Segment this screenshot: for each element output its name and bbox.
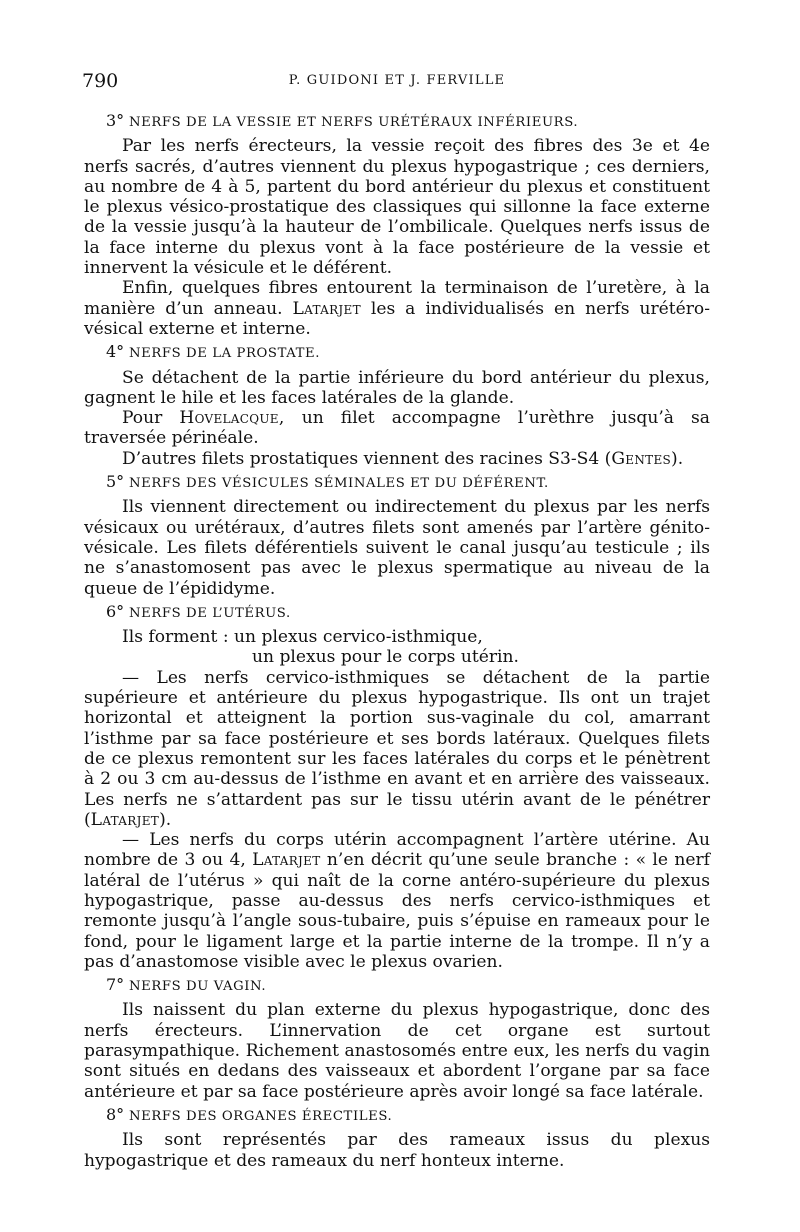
page-number: 790 [82, 70, 119, 92]
text-run: ). [671, 448, 684, 469]
text-run: les a individualisés en nerfs urétéro-vésical externe et interne. [84, 298, 710, 339]
section-title: NERFS DES ORGANES ÉRECTILES. [128, 1108, 393, 1124]
text-run: ). [159, 809, 172, 830]
text-run: Enfin, quelques fibres entourent la terminaison de l’uretère, à la manière d’un anneau. [84, 278, 710, 319]
text-run: Pour [122, 408, 163, 429]
page-body [84, 108, 710, 1171]
paragraph: Se détachent de la partie inférieure du bord antérieur du plexus, gagnent le hile et les faces latérales de la glande. [84, 367, 710, 408]
section-number: 4° [106, 342, 125, 362]
author-name: Latarjet [252, 850, 321, 871]
paragraph: Ils sont représentés par des rameaux issus du plexus hypogastrique et des rameaux du nerf honteux interne. [84, 1130, 710, 1171]
text-run: D’autres filets prostatiques viennent des racines S3-S4 ( [122, 448, 612, 469]
section-number: 8° [106, 1104, 125, 1124]
author-name: Hovelacque, [179, 408, 285, 429]
section-title: NERFS DE L’UTÉRUS. [128, 605, 291, 621]
text-run: n’en décrit qu’une seule branche : « le nerf latéral de l’utérus » qui naît de la corne antéro-supérieure du plexus hypogastrique, passe au-dessus des nerfs cervico-isthmiques et remonte jusqu’à l’angle sous-tubaire, puis s’épuise en rameaux pour le fond, pour le ligament large et la partie interne de la trompe. Il n’y a pas d’anastomose visible avec le plexus ovarien. [84, 850, 710, 972]
list-item: Ils forment : un plexus cervico-isthmique, [122, 627, 483, 648]
section-number: 3° [106, 111, 125, 130]
paragraph: Ils naissent du plan externe du plexus hypogastrique, donc des nerfs érecteurs. L’innervation de cet organe est surtout parasympathique. Richement anastosomés entre eux, les nerfs du vagin sont situés en dedans des vaisseaux et abordent l’organe par sa face antérieure et par sa face postérieure après avoir longé sa face latérale. [84, 1000, 710, 1102]
author-name: Gentes [611, 448, 672, 469]
section-title: NERFS DU VAGIN. [128, 979, 267, 995]
paragraph [84, 830, 710, 972]
author-name: Latarjet [90, 809, 160, 830]
section-number: 7° [106, 975, 125, 995]
section-number: 6° [106, 601, 125, 621]
section-heading-4 [106, 342, 710, 364]
list-item: un plexus pour le corps utérin. [252, 647, 519, 668]
author-name: Latarjet [292, 298, 361, 319]
text-run: — Les nerfs du corps utérin accompagnent l’artère utérine. Au nombre de 3 ou 4, [84, 830, 710, 871]
paragraph [84, 408, 710, 449]
section-title: NERFS DES VÉSICULES SÉMINALES ET DU DÉFÉRENT. [128, 476, 549, 492]
text-run: — Les nerfs cervico-isthmiques se détachent de la partie supérieure et antérieure du plexus hypogastrique. Ils ont un trajet horizontal et atteignent la portion sus-vaginale du col, amarrant l’isthme par sa face postérieure et ses bords latéraux. Quelques filets de ce plexus remontent sur les faces latérales du corps et le pénètrent à 2 ou 3 cm au-dessus de l’isthme en avant et en arrière des vaisseaux. Les nerfs ne s’attardent pas sur le tissu utérin avant de le pénétrer ( [84, 667, 710, 830]
running-head: P. GUIDONI ET J. FERVILLE [288, 73, 506, 88]
paragraph [84, 278, 710, 339]
section-heading-6 [106, 602, 710, 624]
paragraph [84, 668, 710, 830]
plexus-list [84, 627, 710, 668]
section-heading-8 [106, 1105, 710, 1127]
text-run: un filet accompagne l’urèthre jusqu’à sa traversée périnéale. [84, 408, 711, 449]
section-title: NERFS DE LA VESSIE ET NERFS URÉTÉRAUX INFÉRIEURS. [128, 115, 579, 130]
section-number: 5° [106, 472, 125, 492]
paragraph: Ils viennent directement ou indirectement du plexus par les nerfs vésicaux ou urétéraux, d’autres filets sont amenés par l’artère génito-vésicale. Les filets déférentiels suivent le canal jusqu’au testicule ; ils ne s’anastomosent pas avec le plexus spermatique au niveau de la queue de l’épididyme. [84, 497, 710, 599]
section-heading-3 [106, 111, 710, 133]
paragraph: Par les nerfs érecteurs, la vessie reçoit des fibres des 3e et 4e nerfs sacrés, d’autres viennent du plexus hypogastrique ; ces derniers, au nombre de 4 à 5, partent du bord antérieur du plexus et constituent le plexus vésico-prostatique des classiques qui sillonne la face externe de la vessie jusqu’à la hauteur de l’ombilicale. Quelques nerfs issus de la face interne du plexus vont à la face postérieure de la vessie et innervent la vésicule et le déférent. [84, 136, 710, 279]
section-heading-5 [106, 472, 710, 494]
paragraph [84, 449, 710, 469]
section-title: NERFS DE LA PROSTATE. [128, 346, 321, 362]
section-heading-7 [106, 975, 710, 997]
page-header [82, 70, 712, 96]
